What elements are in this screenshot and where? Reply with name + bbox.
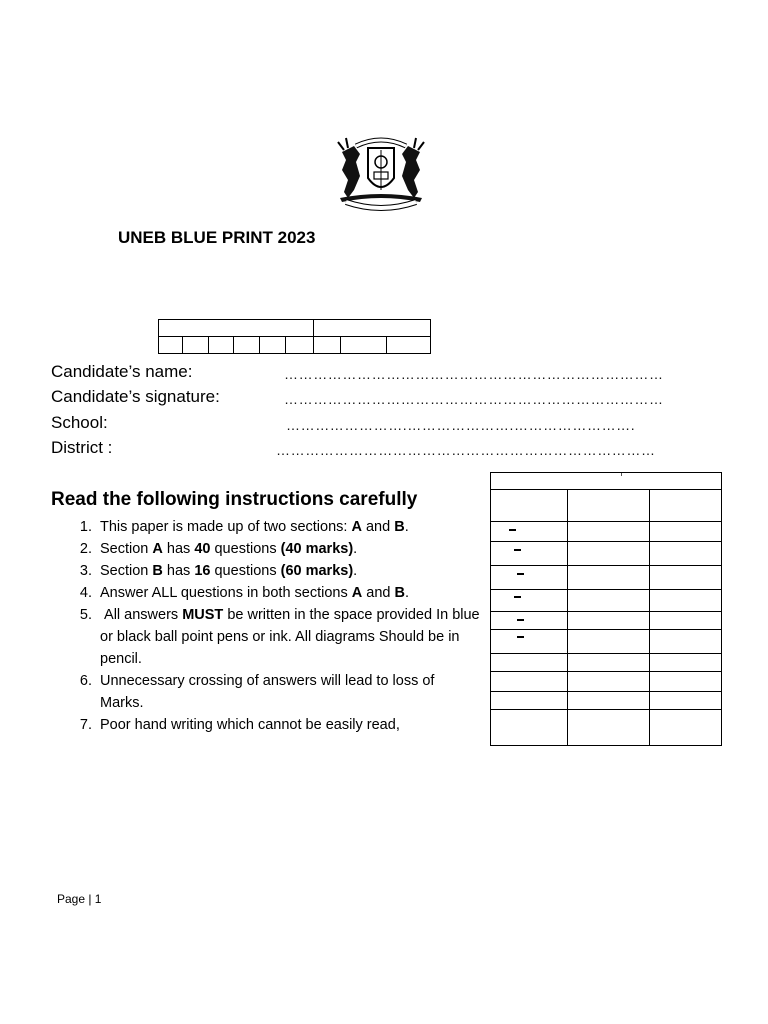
index-grid-cell[interactable] [182, 337, 208, 354]
instruction-item: 1. This paper is made up of two sections: A and B. [96, 516, 481, 538]
dash-mark [514, 549, 521, 551]
dash-mark [517, 636, 524, 638]
instruction-item: 2. Section A has 40 questions (40 marks). [96, 538, 481, 560]
table-rule [491, 611, 721, 612]
district-label: District : [51, 438, 113, 457]
table-rule [567, 489, 568, 745]
index-grid-cell[interactable] [341, 337, 386, 354]
school-label: School: [51, 413, 108, 432]
index-grid-row [159, 320, 431, 337]
table-rule [649, 489, 650, 745]
instruction-item: 5. All answers MUST be written in the space provided In blue or black ball point pens or ink. All diagrams Should be in pencil. [96, 604, 481, 670]
index-grid-row [159, 337, 431, 354]
instruction-item: 3. Section B has 16 questions (60 marks). [96, 560, 481, 582]
document-title: UNEB BLUE PRINT 2023 [118, 228, 316, 247]
table-rule [491, 653, 721, 654]
page-number-footer: Page | 1 [57, 892, 102, 906]
dash-mark [509, 529, 516, 531]
index-grid-cell[interactable] [286, 337, 314, 354]
table-rule [491, 565, 721, 566]
table-mark [621, 473, 622, 476]
table-rule [491, 489, 721, 490]
index-grid-cell[interactable] [314, 337, 341, 354]
table-rule [491, 541, 721, 542]
instruction-item: 6. Unnecessary crossing of answers will lead to loss of Marks. [96, 670, 481, 714]
table-rule [491, 709, 721, 710]
school-field[interactable]: …………………….………………….……………………. [286, 417, 636, 433]
table-rule [491, 629, 721, 630]
table-rule [491, 521, 721, 522]
index-grid-cell[interactable] [314, 320, 431, 337]
instructions-list [51, 516, 481, 736]
uneb-seal-logo [334, 132, 428, 216]
candidate-name-label: Candidate’s name: [51, 362, 193, 381]
candidate-name-field[interactable]: …………………………………………………………………… [284, 366, 664, 382]
index-grid-cell[interactable] [159, 337, 183, 354]
index-grid-cell[interactable] [260, 337, 286, 354]
candidate-signature-field[interactable]: …………………………………………………………………… [284, 391, 664, 407]
table-rule [491, 589, 721, 590]
table-rule [491, 671, 721, 672]
instructions-heading: Read the following instructions carefully [51, 489, 418, 510]
instruction-item: 7. Poor hand writing which cannot be easily read, [96, 714, 481, 736]
district-field[interactable]: …………………………………………………………………… [276, 442, 656, 458]
examiners-marks-table [490, 472, 722, 746]
index-grid-cell[interactable] [234, 337, 260, 354]
instruction-item: 4. Answer ALL questions in both sections A and B. [96, 582, 481, 604]
dash-mark [514, 596, 521, 598]
table-rule [491, 691, 721, 692]
dash-mark [517, 573, 524, 575]
index-grid-cell[interactable] [386, 337, 430, 354]
index-number-grid [158, 319, 431, 354]
candidate-signature-label: Candidate’s signature: [51, 387, 220, 406]
index-grid-cell[interactable] [159, 320, 314, 337]
index-grid-cell[interactable] [208, 337, 234, 354]
dash-mark [517, 619, 524, 621]
